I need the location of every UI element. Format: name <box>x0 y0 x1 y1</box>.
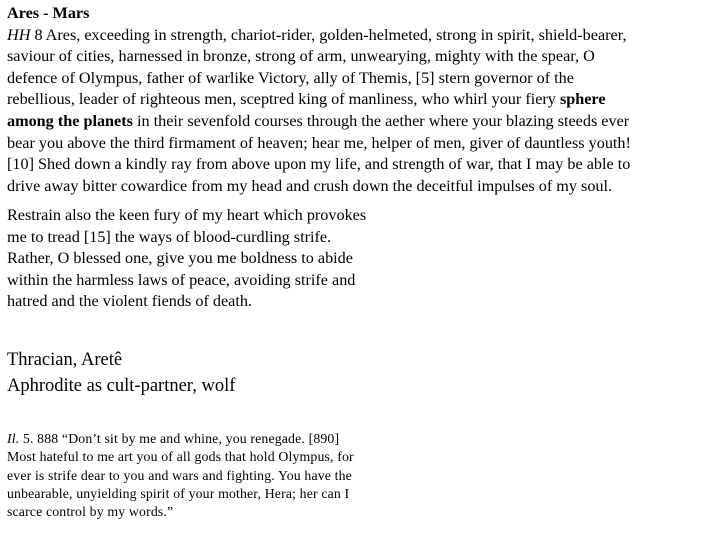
restrain-line: within the harmless laws of peace, avoiding strife and <box>7 270 356 289</box>
hymn-line: [10] Shed down a kindly ray from above upon my life, and strength of war, that I may be able to <box>7 155 631 174</box>
quote-line: unbearable, unyielding spirit of your mother, Hera; her can I <box>7 485 350 501</box>
iliad-ref: Il. <box>7 431 20 446</box>
quote-line <box>7 430 427 448</box>
hymn-line <box>7 25 715 47</box>
quote-line: Most hateful to me art you of all gods that hold Olympus, for <box>7 449 354 465</box>
hymn-paragraph <box>7 3 715 197</box>
quote-line-text: 5. 888 “Don’t sit by me and whine, you renegade. [890] <box>19 431 340 446</box>
quote-line: scarce control by my words.” <box>7 504 174 520</box>
hymn-line-text: in their sevenfold courses through the aether where your blazing steeds ever <box>132 111 630 130</box>
title-heading: Ares - Mars <box>7 4 90 22</box>
hymn-line-text: rebellious, leader of righteous men, sceptred king of manliness, who whirl your fiery <box>7 90 560 109</box>
restrain-line: Rather, O blessed one, give you me boldness to abide <box>7 249 353 268</box>
hymn-line: drive away bitter cowardice from my head and crush down the deceitful impulses of my soul. <box>7 176 613 195</box>
restrain-paragraph <box>7 205 427 313</box>
note-origin: Thracian, Aretê <box>7 350 123 370</box>
hymn-line: saviour of cities, harnessed in bronze, strong of arm, unwearying, mighty with the spear, O <box>7 47 595 66</box>
hymn-line: defence of Olympus, father of warlike Victory, ally of Themis, [5] stern governor of the <box>7 68 574 87</box>
note-cult-partner: Aphrodite as cult-partner, wolf <box>7 376 236 396</box>
quote-line: ever is strife dear to you and wars and fighting. You have the <box>7 467 352 483</box>
hymn-line <box>7 111 715 133</box>
restrain-line: hatred and the violent fiends of death. <box>7 292 252 311</box>
restrain-line: Restrain also the keen fury of my heart which provokes <box>7 206 367 224</box>
notes-block <box>7 347 507 399</box>
planets-emphasis: among the planets <box>7 111 133 130</box>
hymn-line <box>7 89 715 111</box>
sphere-emphasis: sphere <box>559 90 606 109</box>
iliad-quote <box>7 430 427 521</box>
restrain-line: me to tread [15] the ways of blood-curdling strife. <box>7 227 332 246</box>
hymn-line: bear you above the third firmament of heaven; hear me, helper of men, giver of dauntless youth! <box>7 133 631 152</box>
hymn-line-text: 8 Ares, exceeding in strength, chariot-rider, golden-helmeted, strong in spirit, shield-bearer, <box>30 25 627 44</box>
hymn-ref: HH <box>7 25 31 44</box>
